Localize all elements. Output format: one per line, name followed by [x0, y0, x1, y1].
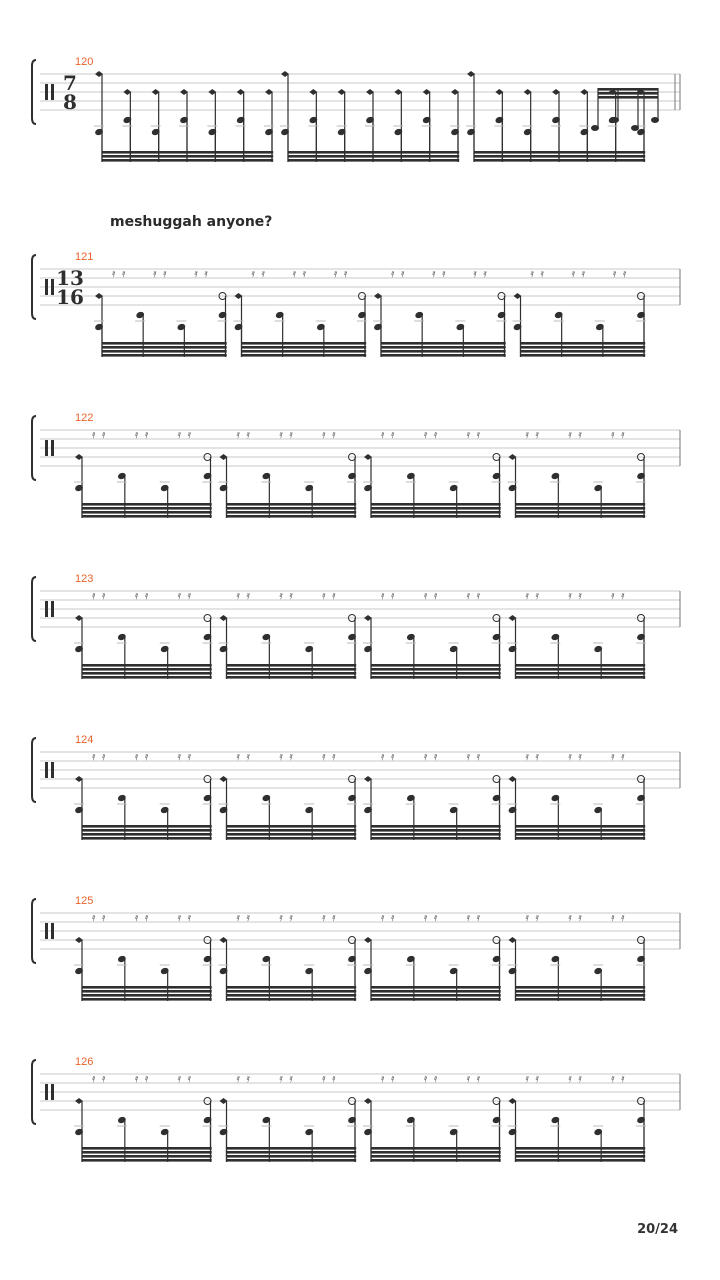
rest-icon: 𝄿 — [246, 428, 250, 441]
beam — [82, 1147, 212, 1150]
rest-icon: 𝄿 — [525, 589, 529, 602]
rest-icon: 𝄿 — [92, 589, 96, 602]
beam — [227, 1155, 357, 1158]
rest-icon: 𝄿 — [246, 589, 250, 602]
percussion-clef-icon — [51, 440, 54, 456]
rest-icon: 𝄿 — [153, 267, 157, 280]
beam — [598, 92, 658, 95]
rest-icon: 𝄿 — [568, 1072, 572, 1085]
beam — [371, 986, 501, 989]
system-121 — [32, 251, 680, 357]
percussion-clef-icon — [45, 1084, 48, 1100]
rest-icon: 𝄿 — [122, 267, 126, 280]
beam — [371, 672, 501, 675]
beam — [227, 825, 357, 828]
beam — [227, 672, 357, 675]
rest-icon: 𝄿 — [525, 428, 529, 441]
beam — [227, 833, 357, 836]
rest-icon: 𝄿 — [525, 911, 529, 924]
rest-icon: 𝄿 — [578, 911, 582, 924]
rest-icon: 𝄿 — [92, 750, 96, 763]
beam — [82, 1155, 212, 1158]
rest-icon: 𝄿 — [476, 750, 481, 763]
beam — [82, 1151, 212, 1154]
beam — [242, 354, 367, 357]
rest-icon: 𝄿 — [163, 267, 167, 280]
percussion-clef-icon — [51, 762, 54, 778]
measure-number: 120 — [75, 56, 94, 68]
rest-icon: 𝄿 — [525, 1072, 529, 1085]
rest-icon: 𝄿 — [322, 589, 326, 602]
rest-icon: 𝄿 — [621, 750, 625, 763]
rest-icon: 𝄿 — [102, 1072, 106, 1085]
beam — [82, 511, 212, 514]
rest-icon: 𝄿 — [177, 911, 182, 924]
rest-icon: 𝄿 — [578, 1072, 582, 1085]
beam — [82, 1159, 212, 1162]
beam — [227, 1151, 357, 1154]
rest-icon: 𝄿 — [401, 267, 405, 280]
beam — [516, 1159, 646, 1162]
rest-icon: 𝄿 — [322, 428, 326, 441]
rest-icon: 𝄿 — [391, 428, 395, 441]
beam — [227, 829, 357, 832]
beam — [242, 342, 367, 345]
beam — [516, 829, 646, 832]
rest-icon: 𝄿 — [476, 1072, 481, 1085]
beam — [516, 1151, 646, 1154]
rest-icon: 𝄿 — [423, 750, 428, 763]
beam — [227, 998, 357, 1001]
beam — [227, 664, 357, 667]
rest-icon: 𝄿 — [611, 750, 615, 763]
beam — [82, 503, 212, 506]
rest-icon: 𝄿 — [622, 267, 627, 280]
beam — [371, 833, 501, 836]
rest-icon: 𝄿 — [134, 911, 139, 924]
beam — [516, 837, 646, 840]
rest-icon: 𝄿 — [483, 267, 487, 280]
beam — [102, 155, 273, 158]
beam — [227, 515, 357, 518]
beam — [371, 668, 501, 671]
rest-icon: 𝄿 — [525, 750, 529, 763]
rest-icon: 𝄿 — [611, 911, 615, 924]
rest-icon: 𝄿 — [246, 911, 250, 924]
beam — [516, 825, 646, 828]
beam — [227, 990, 357, 993]
percussion-clef-icon — [51, 601, 54, 617]
rest-icon: 𝄿 — [279, 428, 283, 441]
beam — [288, 155, 459, 158]
beam — [521, 354, 646, 357]
rest-icon: 𝄿 — [144, 750, 149, 763]
measure-number: 122 — [75, 412, 94, 424]
time-signature-bottom: 16 — [56, 285, 84, 309]
rest-icon: 𝄿 — [292, 267, 297, 280]
rest-icon: 𝄿 — [332, 589, 336, 602]
rest-icon: 𝄿 — [621, 589, 625, 602]
rest-icon: 𝄿 — [391, 911, 395, 924]
rest-icon: 𝄿 — [571, 267, 576, 280]
beam — [102, 151, 273, 154]
beam — [102, 159, 273, 162]
rest-icon: 𝄿 — [535, 911, 539, 924]
rest-icon: 𝄿 — [442, 267, 446, 280]
beam — [227, 837, 357, 840]
rest-icon: 𝄿 — [581, 267, 586, 280]
beam — [102, 342, 227, 345]
rest-icon: 𝄿 — [476, 428, 481, 441]
rest-icon: 𝄿 — [621, 428, 625, 441]
rest-icon: 𝄿 — [322, 911, 326, 924]
beam — [516, 507, 646, 510]
beam — [227, 503, 357, 506]
percussion-clef-icon — [51, 923, 54, 939]
text-annotation: meshuggah anyone? — [110, 214, 273, 230]
rest-icon: 𝄿 — [204, 267, 208, 280]
rest-icon: 𝄿 — [535, 750, 539, 763]
rest-icon: 𝄿 — [102, 428, 106, 441]
system-126 — [32, 1056, 680, 1162]
beam — [516, 986, 646, 989]
rest-icon: 𝄿 — [236, 589, 240, 602]
rest-icon: 𝄿 — [466, 1072, 471, 1085]
system-bracket — [32, 738, 36, 802]
beam — [474, 151, 645, 154]
beam — [82, 515, 212, 518]
rest-icon: 𝄿 — [187, 589, 192, 602]
percussion-clef-icon — [45, 84, 48, 100]
rest-icon: 𝄿 — [423, 911, 428, 924]
beam — [242, 346, 367, 349]
rest-icon: 𝄿 — [236, 750, 240, 763]
rest-icon: 𝄿 — [134, 589, 139, 602]
rest-icon: 𝄿 — [144, 589, 149, 602]
rest-icon: 𝄿 — [578, 428, 582, 441]
beam — [371, 825, 501, 828]
rest-icon: 𝄿 — [433, 428, 438, 441]
beam — [371, 998, 501, 1001]
rest-icon: 𝄿 — [466, 750, 471, 763]
rest-icon: 𝄿 — [102, 911, 106, 924]
beam — [371, 511, 501, 514]
beam — [82, 986, 212, 989]
rest-icon: 𝄿 — [246, 750, 250, 763]
rest-icon: 𝄿 — [134, 750, 139, 763]
beam — [227, 994, 357, 997]
rest-icon: 𝄿 — [289, 1072, 293, 1085]
rest-icon: 𝄿 — [433, 1072, 438, 1085]
beam — [371, 676, 501, 679]
beam — [288, 159, 459, 162]
rest-icon: 𝄿 — [391, 1072, 395, 1085]
rest-icon: 𝄿 — [433, 589, 438, 602]
rest-icon: 𝄿 — [289, 428, 293, 441]
system-bracket — [32, 60, 36, 124]
rest-icon: 𝄿 — [568, 428, 572, 441]
rest-icon: 𝄿 — [391, 267, 395, 280]
beam — [381, 350, 506, 353]
rest-icon: 𝄿 — [322, 1072, 326, 1085]
beam — [598, 88, 658, 91]
rest-icon: 𝄿 — [611, 428, 615, 441]
rest-icon: 𝄿 — [381, 589, 385, 602]
beam — [521, 342, 646, 345]
rest-icon: 𝄿 — [144, 428, 149, 441]
beam — [82, 990, 212, 993]
beam — [288, 151, 459, 154]
beam — [102, 354, 227, 357]
rest-icon: 𝄿 — [568, 589, 572, 602]
rest-icon: 𝄿 — [568, 750, 572, 763]
system-bracket — [32, 577, 36, 641]
measure-number: 125 — [75, 895, 94, 907]
beam — [82, 825, 212, 828]
rest-icon: 𝄿 — [333, 267, 338, 280]
beam — [102, 350, 227, 353]
rest-icon: 𝄿 — [279, 911, 283, 924]
beam — [516, 833, 646, 836]
rest-icon: 𝄿 — [432, 267, 436, 280]
beam — [82, 668, 212, 671]
rest-icon: 𝄿 — [322, 750, 326, 763]
rest-icon: 𝄿 — [279, 1072, 283, 1085]
rest-icon: 𝄿 — [476, 589, 481, 602]
rest-icon: 𝄿 — [473, 267, 477, 280]
measure-number: 126 — [75, 1056, 94, 1068]
beam — [381, 346, 506, 349]
rest-icon: 𝄿 — [144, 1072, 149, 1085]
rest-icon: 𝄿 — [391, 750, 395, 763]
beam — [227, 986, 357, 989]
beam — [82, 672, 212, 675]
beam — [371, 837, 501, 840]
rest-icon: 𝄿 — [423, 589, 428, 602]
beam — [227, 511, 357, 514]
beam — [598, 96, 658, 99]
beam — [82, 664, 212, 667]
beam — [371, 994, 501, 997]
rest-icon: 𝄿 — [332, 428, 336, 441]
rest-icon: 𝄿 — [466, 911, 471, 924]
beam — [82, 676, 212, 679]
beam — [371, 829, 501, 832]
rest-icon: 𝄿 — [423, 428, 428, 441]
rest-icon: 𝄿 — [578, 589, 582, 602]
rest-icon: 𝄿 — [568, 911, 572, 924]
rest-icon: 𝄿 — [540, 267, 544, 280]
rest-icon: 𝄿 — [177, 589, 182, 602]
beam — [516, 515, 646, 518]
rest-icon: 𝄿 — [621, 1072, 625, 1085]
beam — [381, 342, 506, 345]
beam — [516, 676, 646, 679]
rest-icon: 𝄿 — [332, 1072, 336, 1085]
rest-icon: 𝄿 — [535, 1072, 539, 1085]
beam — [516, 990, 646, 993]
rest-icon: 𝄿 — [381, 428, 385, 441]
rest-icon: 𝄿 — [251, 267, 255, 280]
percussion-clef-icon — [51, 84, 54, 100]
rest-icon: 𝄿 — [187, 428, 192, 441]
beam — [82, 998, 212, 1001]
beam — [82, 837, 212, 840]
rest-icon: 𝄿 — [144, 911, 149, 924]
rest-icon: 𝄿 — [530, 267, 534, 280]
rest-icon: 𝄿 — [261, 267, 265, 280]
rest-icon: 𝄿 — [578, 750, 582, 763]
beam — [371, 990, 501, 993]
beam — [371, 1155, 501, 1158]
rest-icon: 𝄿 — [92, 428, 96, 441]
rest-icon: 𝄿 — [187, 750, 192, 763]
rest-icon: 𝄿 — [423, 1072, 428, 1085]
rest-icon: 𝄿 — [102, 589, 106, 602]
rest-icon: 𝄿 — [187, 1072, 192, 1085]
page-number: 20/24 — [637, 1222, 678, 1237]
system-124 — [32, 734, 680, 840]
beam — [516, 1147, 646, 1150]
rest-icon: 𝄿 — [611, 1072, 615, 1085]
rest-icon: 𝄿 — [476, 911, 481, 924]
percussion-clef-icon — [45, 279, 48, 295]
rest-icon: 𝄿 — [187, 911, 192, 924]
percussion-clef-icon — [45, 762, 48, 778]
system-bracket — [32, 416, 36, 480]
system-120 — [32, 56, 680, 162]
system-bracket — [32, 1060, 36, 1124]
beam — [82, 829, 212, 832]
beam — [516, 998, 646, 1001]
percussion-clef-icon — [45, 601, 48, 617]
system-122 — [32, 412, 680, 518]
percussion-clef-icon — [51, 1084, 54, 1100]
time-signature-bottom: 8 — [63, 90, 77, 114]
rest-icon: 𝄿 — [246, 1072, 250, 1085]
beam — [242, 350, 367, 353]
time-signature-top: 7 — [63, 71, 77, 95]
beam — [82, 833, 212, 836]
beam — [516, 668, 646, 671]
beam — [227, 1159, 357, 1162]
system-bracket — [32, 899, 36, 963]
system-125 — [32, 895, 680, 1001]
rest-icon: 𝄿 — [535, 428, 539, 441]
beam — [371, 1147, 501, 1150]
beam — [516, 672, 646, 675]
rest-icon: 𝄿 — [236, 1072, 240, 1085]
rest-icon: 𝄿 — [433, 750, 438, 763]
system-123 — [32, 573, 680, 679]
measure-number: 124 — [75, 734, 94, 746]
beam — [82, 994, 212, 997]
rest-icon: 𝄿 — [177, 1072, 182, 1085]
measure-number: 121 — [75, 251, 94, 263]
beam — [516, 1155, 646, 1158]
beam — [371, 1159, 501, 1162]
rest-icon: 𝄿 — [279, 750, 283, 763]
system-bracket — [32, 255, 36, 319]
rest-icon: 𝄿 — [92, 911, 96, 924]
rest-icon: 𝄿 — [433, 911, 438, 924]
rest-icon: 𝄿 — [177, 750, 182, 763]
beam — [474, 155, 645, 158]
rest-icon: 𝄿 — [112, 267, 116, 280]
beam — [516, 664, 646, 667]
rest-icon: 𝄿 — [381, 750, 385, 763]
beam — [371, 1151, 501, 1154]
rest-icon: 𝄿 — [535, 589, 539, 602]
rest-icon: 𝄿 — [466, 428, 471, 441]
rest-icon: 𝄿 — [332, 911, 336, 924]
rest-icon: 𝄿 — [302, 267, 307, 280]
rest-icon: 𝄿 — [343, 267, 348, 280]
rest-icon: 𝄿 — [611, 589, 615, 602]
rest-icon: 𝄿 — [612, 267, 617, 280]
time-signature-top: 13 — [56, 266, 84, 290]
rest-icon: 𝄿 — [236, 911, 240, 924]
rest-icon: 𝄿 — [134, 428, 139, 441]
rest-icon: 𝄿 — [102, 750, 106, 763]
percussion-clef-icon — [45, 440, 48, 456]
beam — [227, 1147, 357, 1150]
rest-icon: 𝄿 — [466, 589, 471, 602]
measure-number: 123 — [75, 573, 94, 585]
beam — [516, 511, 646, 514]
percussion-clef-icon — [45, 923, 48, 939]
beam — [371, 507, 501, 510]
beam — [371, 664, 501, 667]
beam — [516, 503, 646, 506]
percussion-clef-icon — [51, 279, 54, 295]
rest-icon: 𝄿 — [289, 589, 293, 602]
beam — [521, 346, 646, 349]
beam — [371, 515, 501, 518]
rest-icon: 𝄿 — [381, 911, 385, 924]
rest-icon: 𝄿 — [381, 1072, 385, 1085]
rest-icon: 𝄿 — [621, 911, 625, 924]
rest-icon: 𝄿 — [177, 428, 182, 441]
rest-icon: 𝄿 — [289, 750, 293, 763]
beam — [516, 994, 646, 997]
beam — [521, 350, 646, 353]
beam — [474, 159, 645, 162]
rest-icon: 𝄿 — [92, 1072, 96, 1085]
beam — [102, 346, 227, 349]
beam — [381, 354, 506, 357]
rest-icon: 𝄿 — [236, 428, 240, 441]
beam — [371, 503, 501, 506]
rest-icon: 𝄿 — [279, 589, 283, 602]
beam — [227, 668, 357, 671]
beam — [227, 507, 357, 510]
rest-icon: 𝄿 — [194, 267, 198, 280]
beam — [82, 507, 212, 510]
rest-icon: 𝄿 — [134, 1072, 139, 1085]
rest-icon: 𝄿 — [391, 589, 395, 602]
beam — [227, 676, 357, 679]
rest-icon: 𝄿 — [332, 750, 336, 763]
rest-icon: 𝄿 — [289, 911, 293, 924]
